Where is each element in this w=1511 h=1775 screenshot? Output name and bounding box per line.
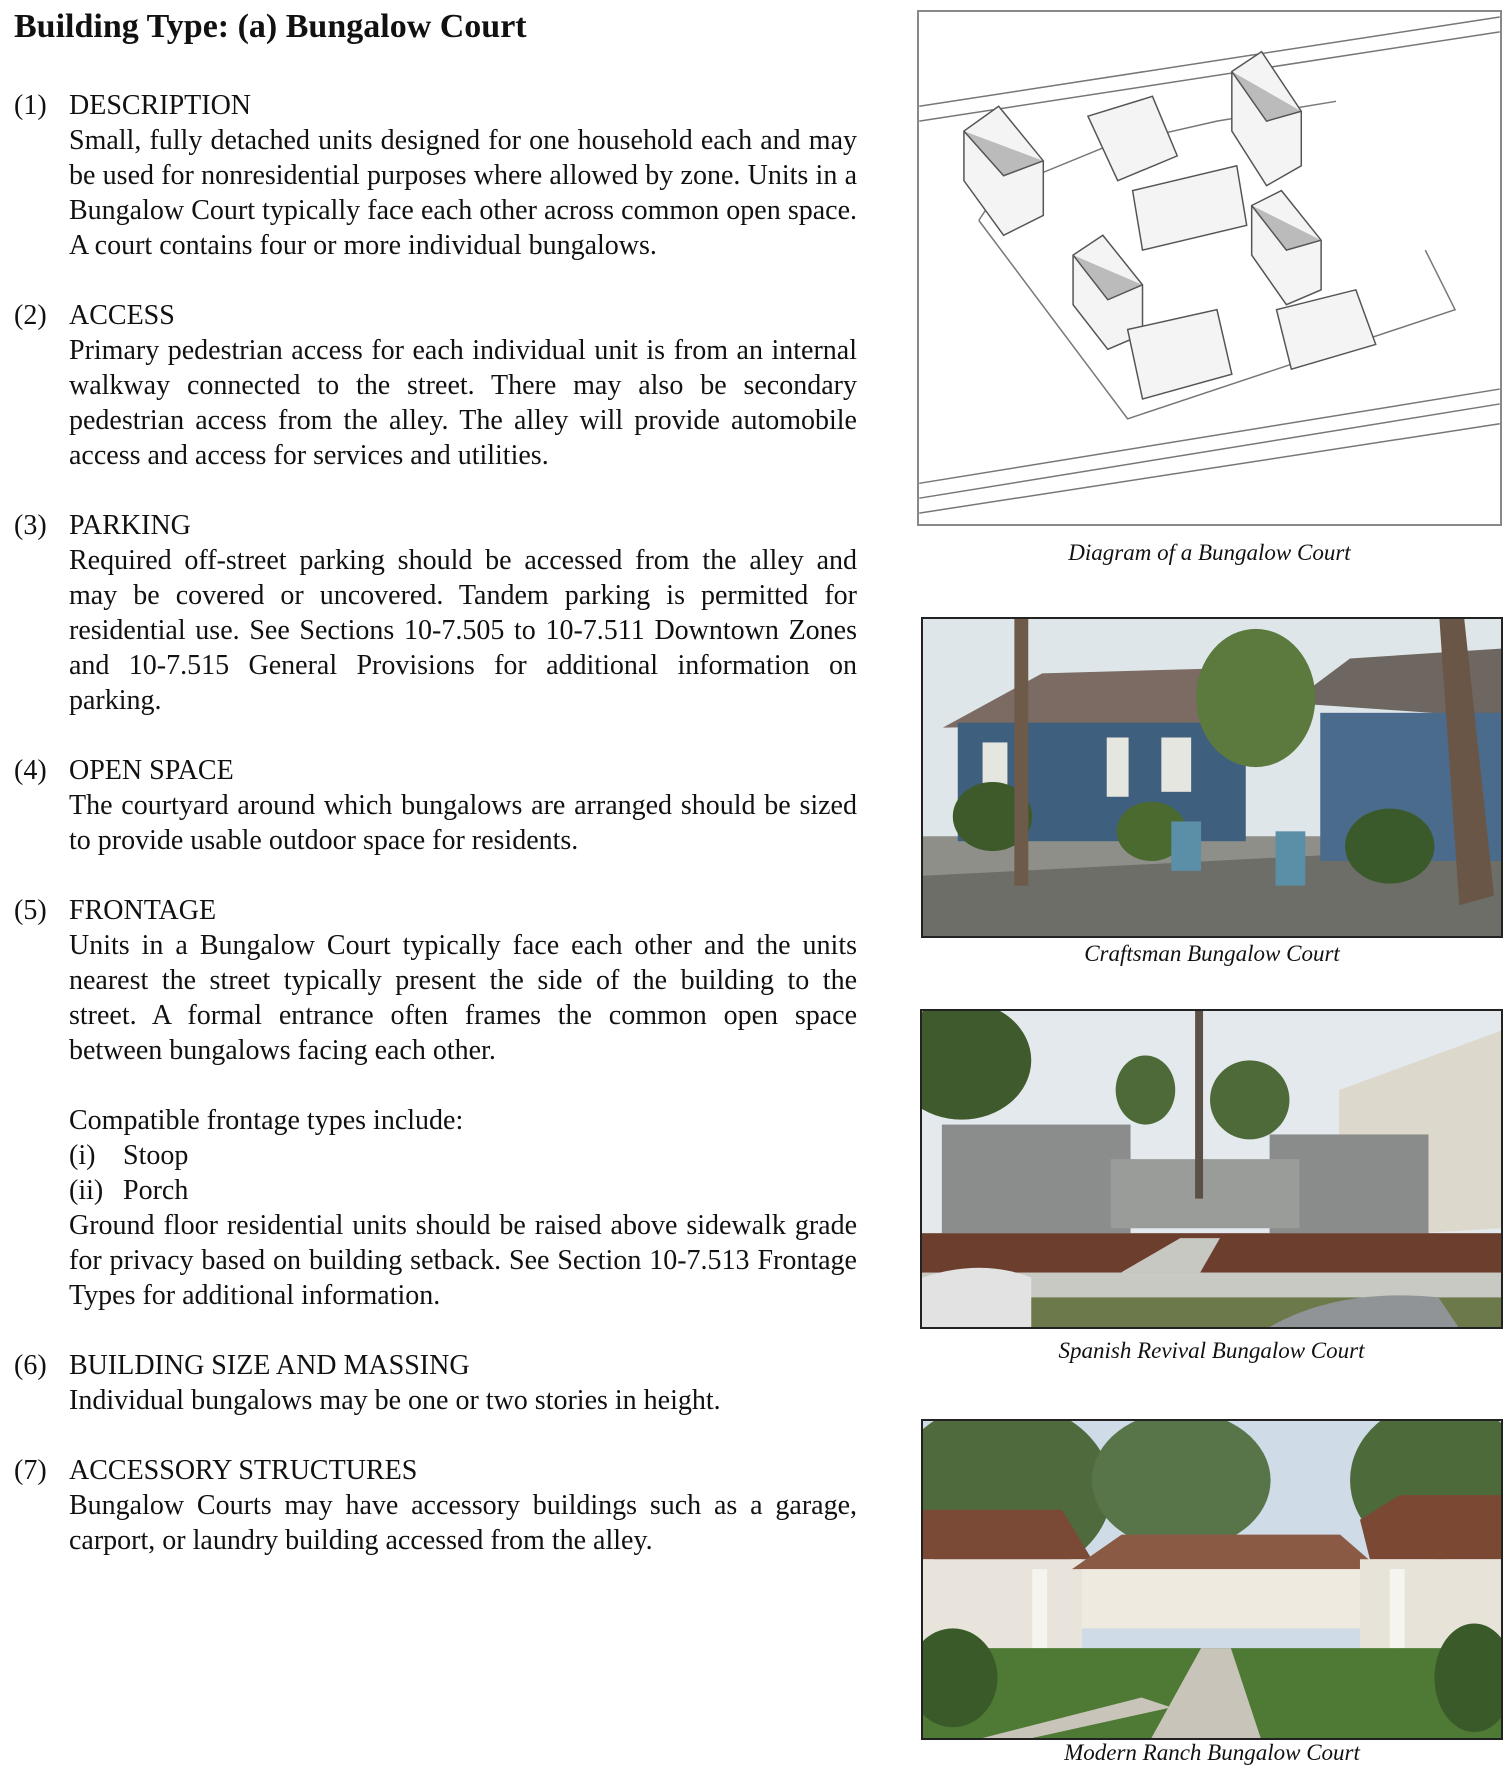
section-number: (6) [14, 1350, 47, 1381]
section-heading: ACCESS [69, 300, 175, 331]
figure-caption: Craftsman Bungalow Court [1084, 941, 1340, 966]
section-body: Required off-street parking should be accessed from the alley and may be covered or uncovered. Tandem parking is permitted for residential use. See Sections 10-7.505 to 10-7.511 Downtown Zones and 10-7.515 General Provisions for additional information on parking. [69, 545, 857, 716]
modern-ranch-bungalow-photo [921, 1419, 1503, 1740]
page-title: Building Type: (a) Bungalow Court [14, 8, 527, 45]
figure-caption: Modern Ranch Bungalow Court [1064, 1740, 1360, 1765]
figure-caption: Diagram of a Bungalow Court [1068, 540, 1351, 565]
section-body: Individual bungalows may be one or two stories in height. [69, 1385, 721, 1416]
text-column [14, 88, 857, 1593]
list-number: (ii) [69, 1175, 104, 1206]
section-frontage [14, 893, 857, 1313]
section-building-size [14, 1348, 857, 1418]
modern-ranch-photo-illustration [923, 1421, 1501, 1738]
section-number: (3) [14, 510, 47, 541]
section-accessory [14, 1453, 857, 1558]
section-number: (1) [14, 90, 47, 121]
frontage-intro: Compatible frontage types include: [69, 1105, 464, 1136]
section-body: Small, fully detached units designed for one household each and may be used for nonresidential purposes where allowed by zone. Units in a Bungalow Court typically face each other across common open space. A court contains four or more individual bungalows. [69, 125, 857, 261]
diagram-drawing [919, 12, 1500, 524]
section-heading: BUILDING SIZE AND MASSING [69, 1350, 470, 1381]
section-heading: DESCRIPTION [69, 90, 252, 121]
spanish-revival-bungalow-photo [920, 1009, 1503, 1329]
spanish-revival-photo-illustration [922, 1011, 1501, 1327]
craftsman-bungalow-photo [921, 617, 1503, 938]
section-body: The courtyard around which bungalows are arranged should be sized to provide usable outdoor space for residents. [69, 790, 857, 856]
section-heading: ACCESSORY STRUCTURES [69, 1455, 418, 1486]
section-heading: PARKING [69, 510, 191, 541]
section-parking [14, 508, 857, 718]
list-item [69, 1173, 857, 1208]
section-number: (2) [14, 300, 47, 331]
frontage-types [69, 1103, 857, 1313]
section-access [14, 298, 857, 473]
section-number: (5) [14, 895, 47, 926]
bungalow-court-diagram [917, 10, 1502, 526]
section-body: Bungalow Courts may have accessory buildings such as a garage, carport, or laundry building accessed from the alley. [69, 1490, 857, 1556]
section-body: Units in a Bungalow Court typically face each other and the units nearest the street typically present the side of the building to the street. A formal entrance often frames the common open space between bungalows facing each other. [69, 930, 857, 1066]
frontage-note: Ground floor residential units should be raised above sidewalk grade for privacy based on building setback. See Section 10-7.513 Frontage Types for additional information. [69, 1210, 857, 1311]
section-heading: FRONTAGE [69, 895, 217, 926]
craftsman-photo-illustration [923, 619, 1501, 936]
list-item [69, 1138, 857, 1173]
list-number: (i) [69, 1140, 96, 1171]
figure-caption: Spanish Revival Bungalow Court [1058, 1338, 1365, 1363]
section-open-space [14, 753, 857, 858]
list-label: Stoop [123, 1140, 189, 1171]
list-label: Porch [123, 1175, 189, 1206]
section-number: (4) [14, 755, 47, 786]
section-number: (7) [14, 1455, 47, 1486]
section-heading: OPEN SPACE [69, 755, 234, 786]
section-description [14, 88, 857, 263]
section-body: Primary pedestrian access for each individual unit is from an internal walkway connected to the street. There may also be secondary pedestrian access from the alley. The alley will provide automobile access and access for services and utilities. [69, 335, 857, 471]
